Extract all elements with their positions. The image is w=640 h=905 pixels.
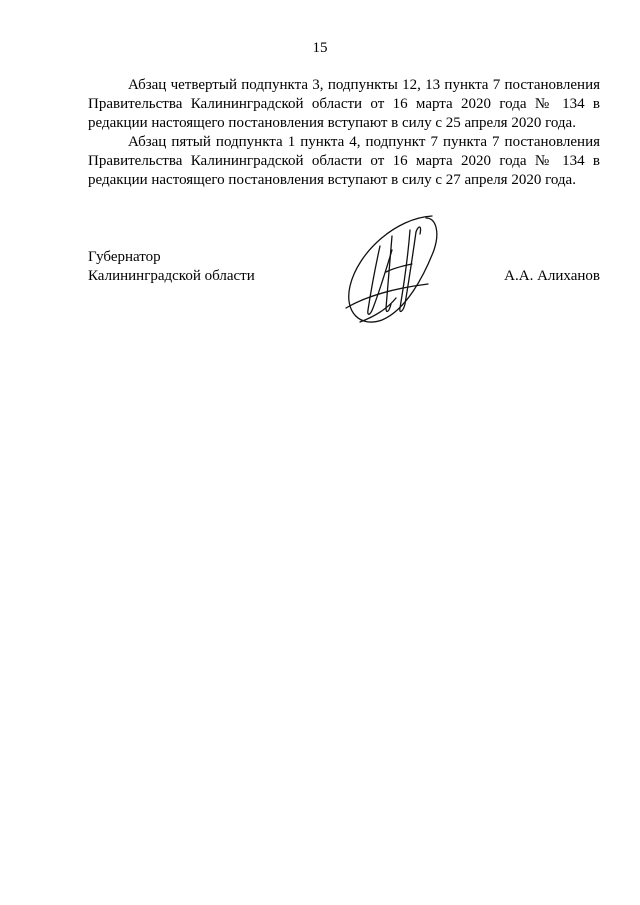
signer-position-line2: Калининградской области <box>88 268 255 284</box>
paragraph-effective-april-27: Абзац пятый подпункта 1 пункта 4, подпункт 7 пункта 7 постановления Правительства Калининградской области от 16 марта 2020 года № 134 в редакции настоящего постановления вступают в силу с 27 апреля 2020 года. <box>88 134 600 188</box>
handwritten-signature <box>336 212 448 330</box>
signer-position <box>88 248 255 286</box>
signer-name: А.А. Алиханов <box>504 268 600 284</box>
page-number: 15 <box>312 40 328 56</box>
signer-position-line1: Губернатор <box>88 249 161 265</box>
paragraph-effective-april-25: Абзац четвертый подпункта 3, подпункты 12, 13 пункта 7 постановления Правительства Калининградской области от 16 марта 2020 года № 134 в редакции настоящего постановления вступают в силу с 25 апреля 2020 года. <box>88 77 600 131</box>
document-body <box>88 76 600 190</box>
